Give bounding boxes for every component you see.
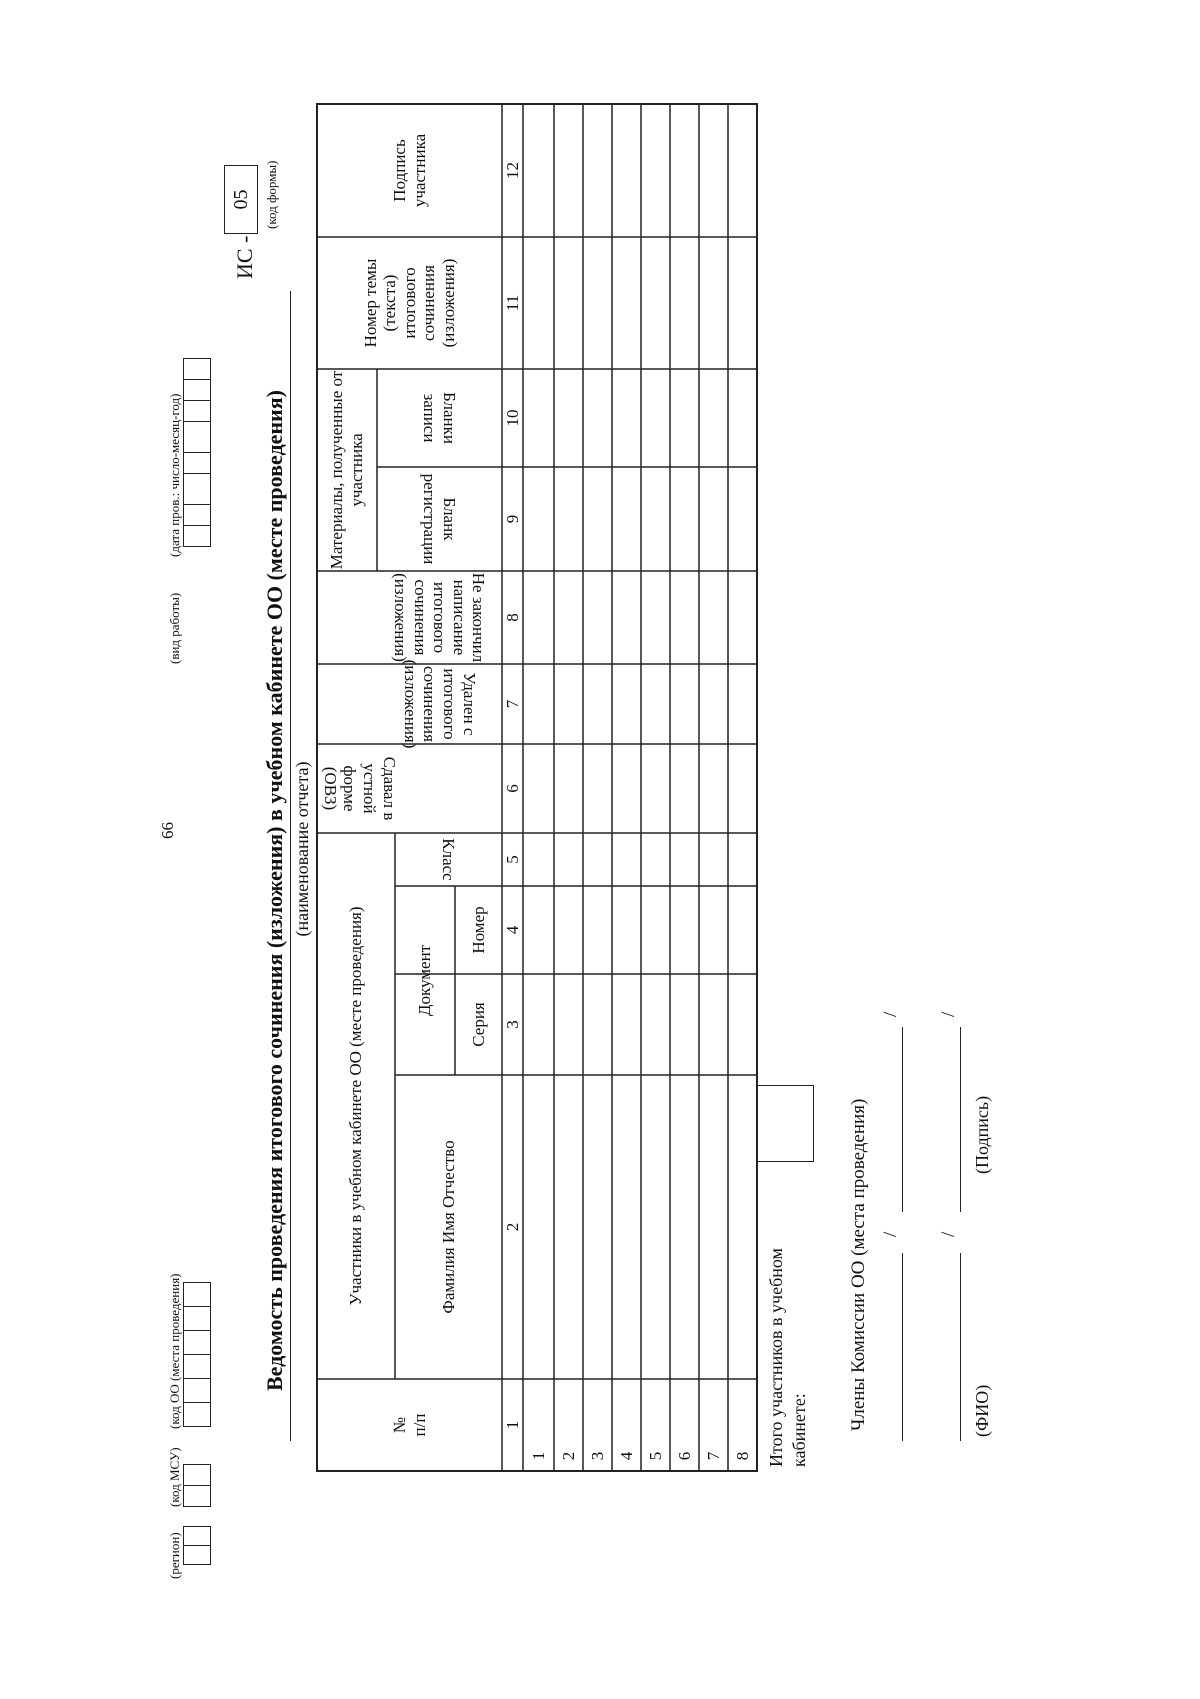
region-label: (регион) [167,1532,182,1579]
col-ovz-header: Сдавал в устной форме (ОВЗ) [320,756,399,821]
col-doc-number-header: Номер [468,906,488,954]
signature-caption: (Подпись) [972,1095,992,1174]
oo-code-boxes[interactable] [183,1282,211,1427]
index-cell: 9 [502,514,522,524]
report-subtitle: (наименование отчета) [292,761,312,937]
index-cell: 5 [502,855,522,864]
col-reg-blank-header: Бланк регистрации [420,473,460,565]
table-row-number: 4 [616,1451,636,1461]
col-number-header: № п/п [389,1413,429,1437]
table-row-number: 5 [645,1451,665,1461]
commission-line-1a [902,1253,903,1441]
commission-label: Члены Комиссии ОО (места проведения) [848,1098,869,1431]
commission-separator: / [938,1231,959,1237]
total-participants-label: Итого участников в учебном кабинете: [766,1248,809,1467]
col-class-header: Класс [439,838,459,881]
col-topic-header: Номер темы (текста) итогового сочинения (изложения) [360,258,458,348]
materials-group-header: Материалы, полученные от участника [327,370,366,570]
col-series-header: Серия [468,1002,488,1047]
table-row-number: 2 [558,1451,578,1461]
region-code-boxes[interactable] [183,1526,211,1565]
form-prefix: ИС - [232,235,257,279]
col-record-blanks-header: Бланки записи [420,391,460,445]
index-cell: 12 [502,162,522,179]
table-row-number: 6 [674,1451,694,1461]
report-title: Ведомость проведения итогового сочинения (изложения) в учебном кабинете ОО (месте проведения) [262,390,287,1391]
title-underline [290,291,291,1441]
participants-table [317,104,757,1471]
index-cell: 11 [502,294,522,312]
index-cell: 1 [502,1420,522,1430]
index-cell: 2 [502,1222,522,1232]
commission-separator: / [880,1231,901,1237]
table-row-number: 7 [703,1451,723,1461]
index-cell: 7 [502,699,522,709]
total-participants-box[interactable] [757,1085,814,1162]
participants-group-header: Участники в учебном кабинете ОО (месте проведения) [346,906,366,1306]
commission-line-2b [960,1027,961,1212]
index-cell: 4 [502,925,522,935]
index-cell: 3 [502,1020,522,1029]
table-row-number: 8 [732,1451,752,1461]
work-type-label: (вид работы) [167,592,182,664]
msu-label: (код МСУ) [167,1447,182,1507]
index-cell: 10 [502,409,522,427]
commission-separator: / [880,1011,901,1017]
document-group-header: Документ [415,944,435,1017]
table-row-number: 1 [528,1451,548,1461]
col-signature-header: Подпись участника [389,133,429,208]
commission-line-1b [902,1027,903,1212]
index-cell: 6 [502,784,522,793]
oo-code-label: (код ОО (места проведения) [167,1273,182,1429]
form-code-label: (код формы) [264,160,279,229]
msu-code-boxes[interactable] [183,1464,211,1507]
table-row-number: 3 [587,1451,607,1461]
index-cell: 8 [502,613,522,622]
col-not-finished-header: Не закончил написание итогового сочинения (изложения) [391,572,489,663]
page-number: 66 [158,822,177,839]
commission-separator: / [938,1011,959,1017]
commission-line-2a [960,1253,961,1441]
form-code-box: 05 [224,165,258,234]
date-label: (дата пров.: число-месяц-год) [167,393,182,557]
col-removed-header: Удален с итогового сочинения (изложения) [400,659,479,749]
col-fio-header: Фамилия Имя Отчество [438,1140,458,1314]
fio-caption: (ФИО) [972,1384,992,1437]
date-boxes[interactable] [183,358,211,547]
